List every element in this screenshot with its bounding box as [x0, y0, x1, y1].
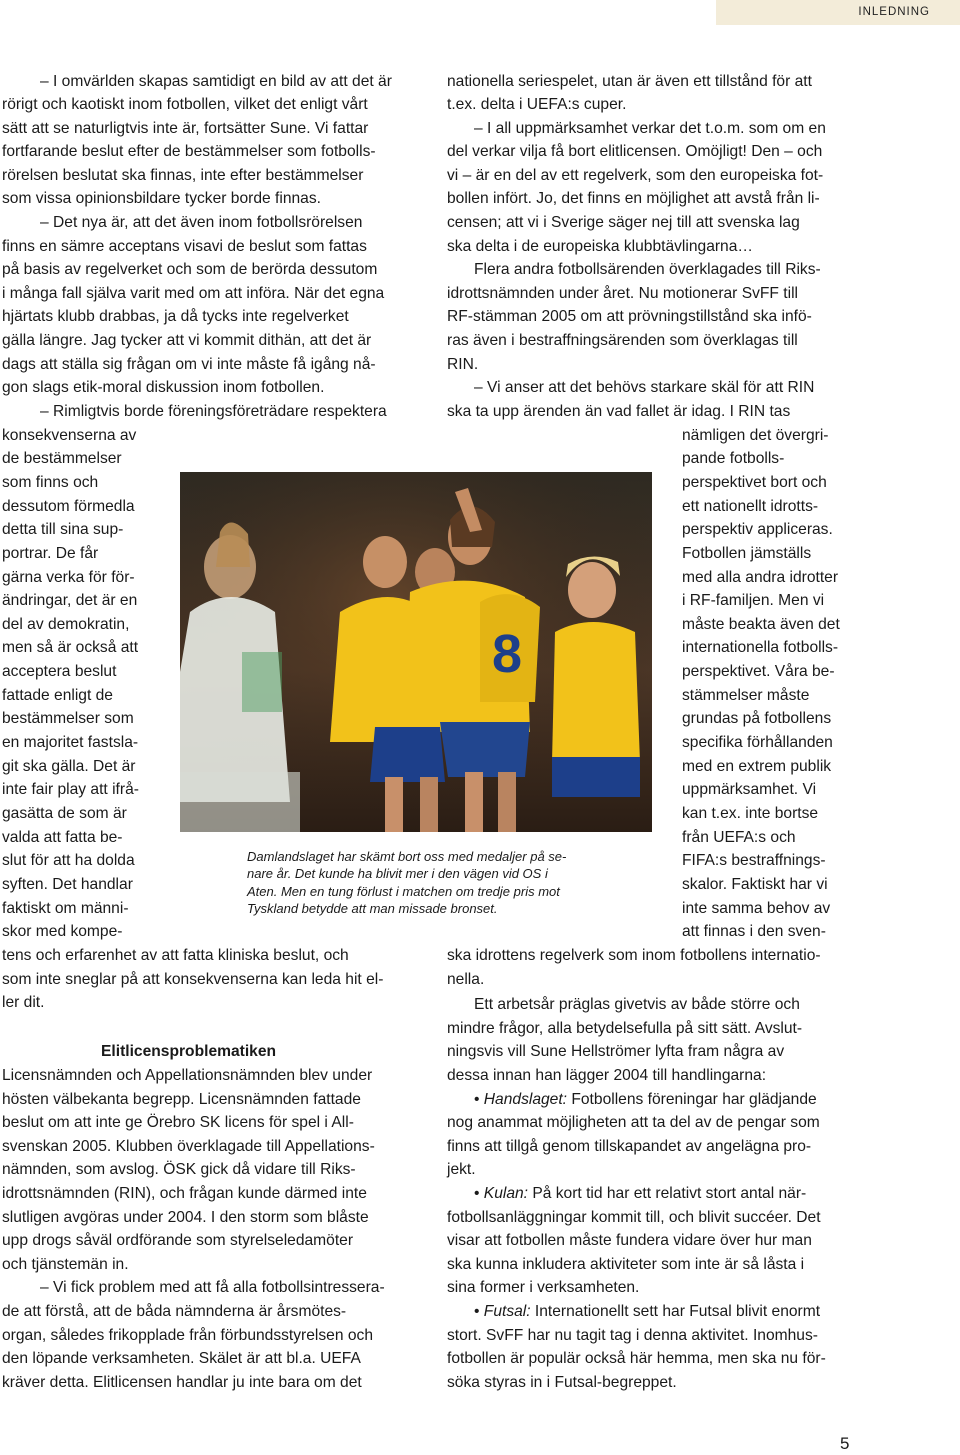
- text-line: i många fall själva varit med om att införa. När det egna: [2, 285, 385, 302]
- text-line: specifika förhållanden: [682, 734, 833, 751]
- text-line: idrottsnämnden under året. Nu motionerar SvFF till: [447, 285, 799, 302]
- text-line: beslut om att inte ge Örebro SK licens för spel i All-: [2, 1114, 354, 1131]
- text-line: faktiskt om männi-: [2, 900, 129, 917]
- text-line: rörigt och kaotiskt inom fotbollen, vilket det enligt vårt: [2, 96, 368, 113]
- text-line: syften. Det handlar: [2, 876, 133, 893]
- text-line: pande fotbolls-: [682, 450, 785, 467]
- text-line: finns en sämre acceptans visavi de beslut som fattas: [2, 238, 367, 255]
- text-line: nog anammat möjligheten att ta del av de pengar som: [447, 1114, 820, 1131]
- text-line: och tjänstemän in.: [2, 1256, 129, 1273]
- text-line: bestämmelser som: [2, 710, 134, 727]
- text-line: organ, således frikopplade från förbundsstyrelsen och: [2, 1327, 374, 1344]
- text-line: dessutom förmedla: [2, 498, 135, 515]
- text-line: – Vi fick problem med att få alla fotbollsintressera-: [40, 1279, 385, 1296]
- text-line: måste beakta även det: [682, 616, 840, 633]
- text-line: att finnas i den sven-: [682, 923, 826, 940]
- text-line: mindre frågor, alla betydelsefulla på sitt sätt. Avslut-: [447, 1020, 803, 1037]
- text-line: stämmelser måste: [682, 687, 810, 704]
- bullet-text: Fotbollens föreningar har glädjande: [567, 1091, 817, 1108]
- text-line: git ska gälla. Det är: [2, 758, 136, 775]
- text-line: inte samma behov av: [682, 900, 831, 917]
- bullet-text: På kort tid har ett relativt stort antal när-: [528, 1185, 807, 1202]
- text-line: RF-stämman 2005 om att prövningstillstånd ska infö-: [447, 308, 812, 325]
- text-line: hösten välbekanta begrepp. Licensnämnden fattade: [2, 1091, 361, 1108]
- text-line: slut för att ha dolda: [2, 852, 135, 869]
- text-line: nella.: [447, 971, 485, 988]
- text-line: acceptera beslut: [2, 663, 117, 680]
- text-line: ska delta i de europeiska klubbtävlingarna…: [447, 238, 753, 255]
- text-line: söka styras in i Futsal-begreppet.: [447, 1374, 677, 1391]
- text-line: med en extrem publik: [682, 758, 832, 775]
- text-line: kräver detta. Elitlicensen handlar ju inte bara om det: [2, 1374, 362, 1391]
- text-line: fotbollen är populär också här hemma, men ska nu för-: [447, 1350, 826, 1367]
- text-line: internationella fotbolls-: [682, 639, 839, 656]
- text-line: – Rimligtvis borde föreningsföreträdare respektera: [40, 403, 387, 420]
- text-line: FIFA:s bestraffnings-: [682, 852, 826, 869]
- text-line: de att förstå, att de båda nämnderna är årsmötes-: [2, 1303, 347, 1320]
- text-line: finns att tillgå genom tillskapandet av angelägna pro-: [447, 1138, 812, 1155]
- text-line: konsekvenserna av: [2, 427, 137, 444]
- text-line: stort. SvFF har nu tagit tag i denna aktivitet. Inomhus-: [447, 1327, 818, 1344]
- bullet-term: Futsal:: [483, 1303, 531, 1320]
- page-number: 5: [840, 1434, 850, 1453]
- text-line: detta till sina sup-: [2, 521, 124, 538]
- team-celebration-photo: [180, 472, 652, 832]
- text-line: gasätta de som är: [2, 805, 127, 822]
- jersey-number: 8: [492, 624, 523, 684]
- text-line: t.ex. delta i UEFA:s cuper.: [447, 96, 627, 113]
- text-line: del av demokratin,: [2, 616, 130, 633]
- text-line: valda att fatta be-: [2, 829, 123, 846]
- bullet-text: Internationellt sett har Futsal blivit enormt: [530, 1303, 821, 1320]
- text-line: hjärtats klubb drabbas, ja då tycks inte regelverket: [2, 308, 349, 325]
- text-line: sätt att se naturligtvis inte är, fortsätter Sune. Vi fattar: [2, 120, 369, 137]
- text-line: Fotbollen jämställs: [682, 545, 812, 562]
- text-line: på basis av regelverket och som de berörda dessutom: [2, 261, 378, 278]
- text-line: med alla andra idrotter: [682, 569, 839, 586]
- text-line: fotbollsanläggningar kommit till, och blivit succéer. Det: [447, 1209, 821, 1226]
- text-line: ändringar, det är en: [2, 592, 138, 609]
- text-line: slutligen avgöras under 2004. I den storm som blåste: [2, 1209, 369, 1226]
- text-line: perspektivet bort och: [682, 474, 827, 491]
- section-heading: Elitlicensproblematiken: [101, 1043, 277, 1060]
- text-line: Flera andra fotbollsärenden överklagades till Riks-: [474, 261, 821, 278]
- caption-line: nare år. Det kunde ha blivit mer i den vägen vid OS i: [247, 866, 548, 881]
- text-line: portrar. De får: [2, 545, 99, 562]
- caption-line: Damlandslaget har skämt bort oss med medaljer på se-: [247, 849, 567, 864]
- bullet-term: Handslaget:: [483, 1091, 568, 1108]
- text-line: – I omvärlden skapas samtidigt en bild av att det är: [40, 73, 392, 90]
- text-line: som inte sneglar på att konsekvenserna kan leda hit el-: [2, 971, 384, 988]
- text-line: skor med kompe-: [2, 923, 123, 940]
- text-line: kan t.ex. inte bortse: [682, 805, 819, 822]
- caption-line: Tyskland betydde att man missade bronset.: [247, 901, 498, 916]
- text-line: inte fair play att ifrå-: [2, 781, 139, 798]
- text-line: perspektiv appliceras.: [682, 521, 833, 538]
- text-line: gälla längre. Jag tycker att vi kommit dithän, att det är: [2, 332, 372, 349]
- bullet-item: • Handslaget: Fotbollens föreningar har glädjande: [474, 1091, 817, 1108]
- text-line: ska ta upp ärenden än vad fallet är idag. I RIN tas: [447, 403, 791, 420]
- text-line: perspektivet. Våra be-: [682, 663, 835, 680]
- text-line: som vissa opinionsbildare tycker borde finnas.: [2, 190, 321, 207]
- text-line: gärna verka för för-: [2, 569, 135, 586]
- text-line: nationella seriespelet, utan är även ett tillstånd för att: [447, 73, 812, 90]
- text-line: – Det nya är, att det även inom fotbollsrörelsen: [40, 214, 363, 231]
- section-label: INLEDNING: [716, 0, 960, 25]
- text-line: fattade enligt de: [2, 687, 113, 704]
- text-line: svenskan 2005. Klubben överklagade till Appellations-: [2, 1138, 375, 1155]
- text-line: RIN.: [447, 356, 479, 373]
- text-line: dags att ställa sig frågan om vi inte måste få igång nå-: [2, 356, 376, 373]
- text-line: del verkar vilja få bort elitlicensen. Omöjligt! Den – och: [447, 143, 823, 160]
- bullet-item: • Kulan: På kort tid har ett relativt stort antal när-: [474, 1185, 807, 1202]
- text-line: dessa innan han lägger 2004 till handlingarna:: [447, 1067, 767, 1084]
- text-line: vi – är en del av ett regelverk, som den europeiska fot-: [447, 167, 824, 184]
- text-line: de bestämmelser: [2, 450, 122, 467]
- text-line: en majoritet fastsla-: [2, 734, 139, 751]
- text-line: Licensnämnden och Appellationsnämnden blev under: [2, 1067, 373, 1084]
- text-line: idrottsnämnden (RIN), och frågan kunde därmed inte: [2, 1185, 367, 1202]
- text-line: skalor. Faktiskt har vi: [682, 876, 828, 893]
- text-line: ningsvis vill Sune Hellströmer lyfta fram några av: [447, 1043, 785, 1060]
- text-line: rörelsen beslutat ska finnas, inte efter bestämmelser: [2, 167, 364, 184]
- text-line: ras även i bestraffningsärenden som överklagas till: [447, 332, 798, 349]
- caption-line: Aten. Men en tung förlust i matchen om tredje pris mot: [247, 884, 560, 899]
- text-line: nämnden, som avslog. ÖSK gick då vidare till Riks-: [2, 1161, 356, 1178]
- text-line: upp drogs såväl ordförande som styrelseledamöter: [2, 1232, 354, 1249]
- text-line: jekt.: [447, 1161, 476, 1178]
- text-line: fortfarande beslut efter de bestämmelser som fotbolls-: [2, 143, 376, 160]
- text-line: sina former i verksamheten.: [447, 1279, 640, 1296]
- text-line: ler dit.: [2, 994, 45, 1011]
- text-line: – Vi anser att det behövs starkare skäl för att RIN: [474, 379, 815, 396]
- text-line: ska idrottens regelverk som inom fotbollens internatio-: [447, 947, 821, 964]
- text-line: som finns och: [2, 474, 99, 491]
- text-line: Ett arbetsår präglas givetvis av både större och: [474, 996, 800, 1013]
- text-line: uppmärksamhet. Vi: [682, 781, 817, 798]
- text-line: den löpande verksamheten. Skälet är att bl.a. UEFA: [2, 1350, 361, 1367]
- text-line: grundas på fotbollens: [682, 710, 832, 727]
- text-line: gon slags etik-moral diskussion inom fotbollen.: [2, 379, 325, 396]
- text-line: ett nationellt idrotts-: [682, 498, 819, 515]
- text-line: i RF-familjen. Men vi: [682, 592, 825, 609]
- text-line: tens och erfarenhet av att fatta kliniska beslut, och: [2, 947, 349, 964]
- text-line: nämligen det övergri-: [682, 427, 829, 444]
- text-line: – I all uppmärksamhet verkar det t.o.m. som om en: [474, 120, 826, 137]
- text-line: ska kunna inkludera aktiviteter som inte är så låsta i: [447, 1256, 805, 1273]
- bullet-term: Kulan:: [483, 1185, 529, 1202]
- text-line: censen; att vi i Sverige säger nej till att svenska lag: [447, 214, 800, 231]
- bullet-item: • Futsal: Internationellt sett har Futsal blivit enormt: [474, 1303, 821, 1320]
- text-line: men så är också att: [2, 639, 139, 656]
- text-line: bollen infört. Jo, det finns en möjlighet att avstå från li-: [447, 190, 820, 207]
- text-line: från UEFA:s och: [682, 829, 796, 846]
- text-line: visar att fotbollen måste fundera vidare över hur man: [447, 1232, 812, 1249]
